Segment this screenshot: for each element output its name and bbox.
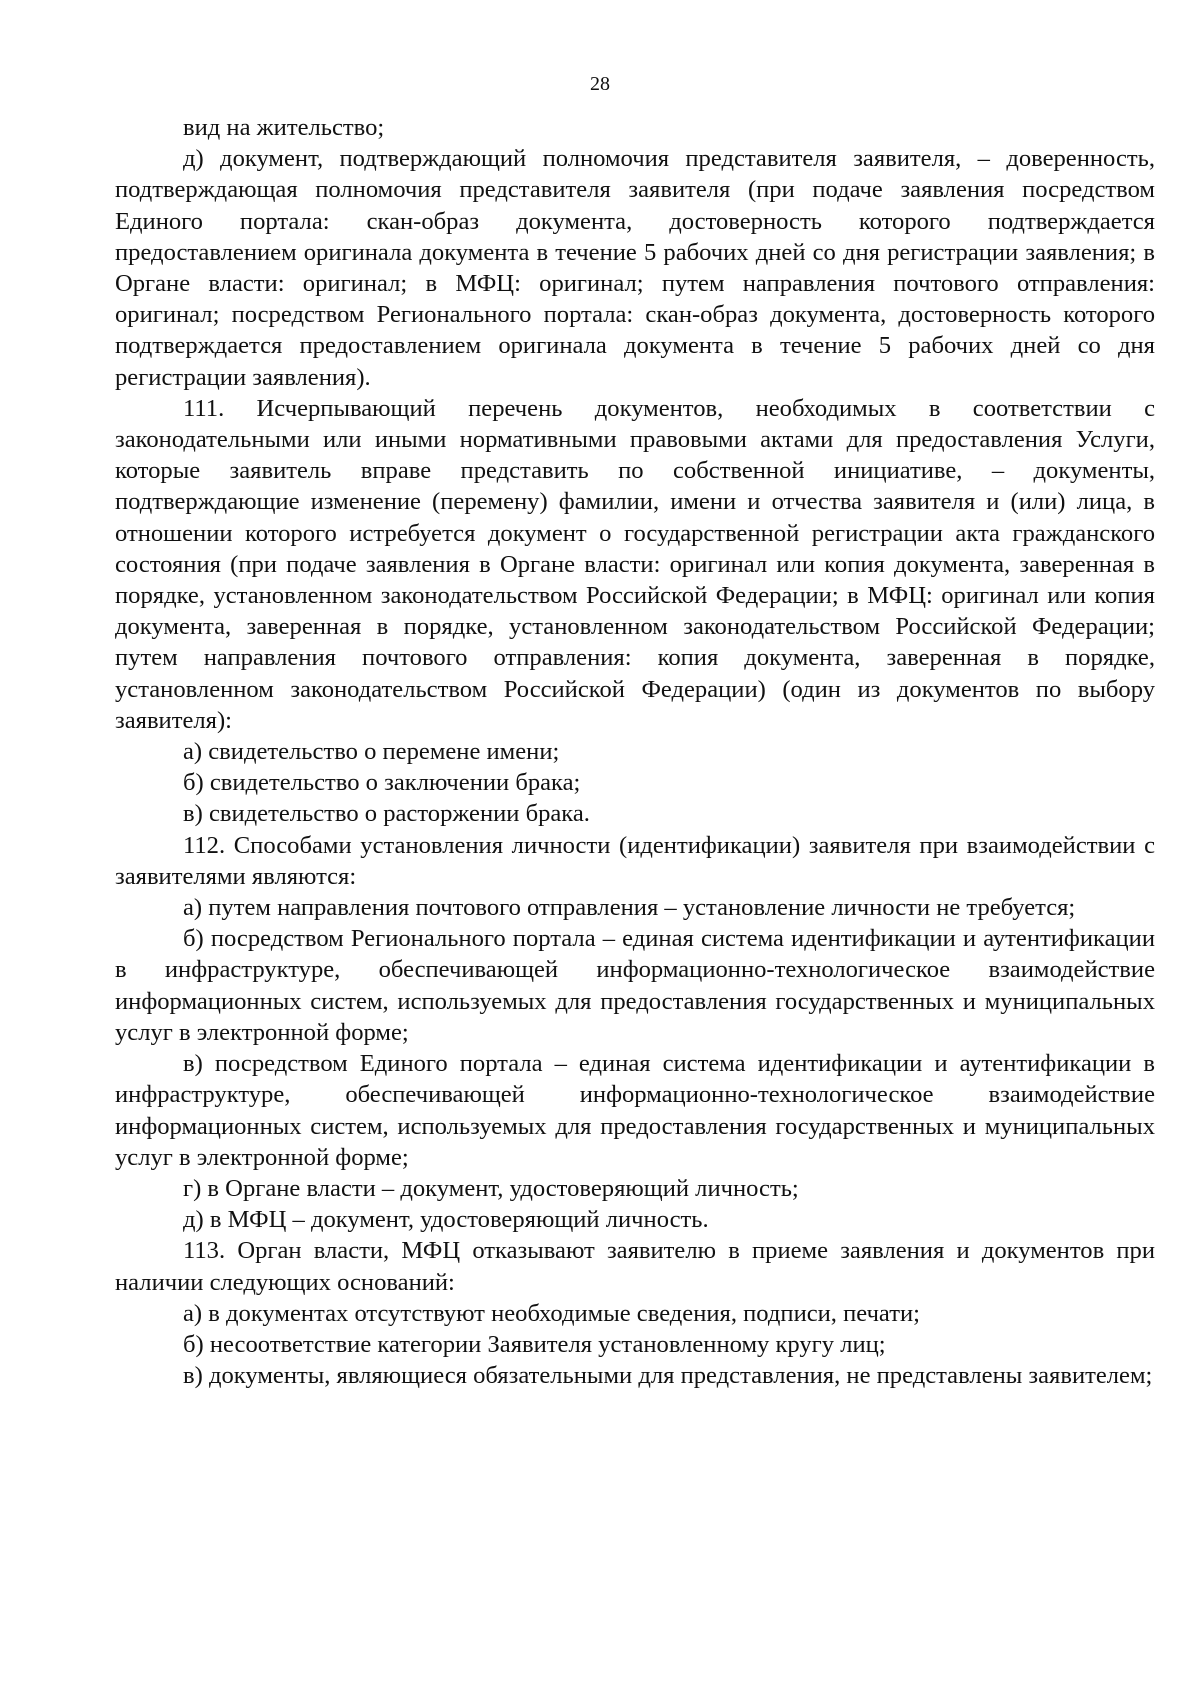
list-item-authority-office: г) в Органе власти – документ, удостоверяющий личность;	[183, 1174, 799, 1202]
paragraph-113-refusal: 113. Орган власти, МФЦ отказывают заявителю в приеме заявления и документов при наличии следующих оснований:	[115, 1237, 1155, 1296]
list-item-missing-documents: в) документы, являющиеся обязательными для представления, не представлены заявителем;	[183, 1362, 1153, 1390]
paragraph-representative-authority: д) документ, подтверждающий полномочия представителя заявителя, – доверенность, подтверждающая полномочия представителя заявителя (при подаче заявления посредством Единого портала: скан-образ документа, достоверность которого подтверждается предоставлением оригинала документа в течение 5 рабочих дней со дня регистрации заявления; в Органе власти: оригинал; в МФЦ: оригинал; путем направления почтового отправления: оригинал; посредством Регионального портала: скан-образ документа, достоверность которого подтверждается предоставлением оригинала документа в течение 5 рабочих дней со дня регистрации заявления).	[115, 145, 1155, 391]
list-item-divorce: в) свидетельство о расторжении брака.	[183, 800, 590, 828]
list-item-mfc: д) в МФЦ – документ, удостоверяющий личность.	[183, 1206, 709, 1234]
page-number: 28	[590, 73, 610, 95]
document-body	[115, 112, 1155, 1391]
list-item-unified-portal: в) посредством Единого портала – единая система идентификации и аутентификации в инфраструктуре, обеспечивающей информационно-технологическое взаимодействие информационных систем, используемых для предоставления государственных и муниципальных услуг в электронной форме;	[115, 1050, 1155, 1171]
paragraph-112-identification: 112. Способами установления личности (идентификации) заявителя при взаимодействии с заявителями являются:	[115, 831, 1155, 890]
list-item-category-mismatch: б) несоответствие категории Заявителя установленному кругу лиц;	[183, 1330, 886, 1358]
list-item-regional-portal: б) посредством Регионального портала – единая система идентификации и аутентификации в инфраструктуре, обеспечивающей информационно-технологическое взаимодействие информационных систем, используемых для предоставления государственных и муниципальных услуг в электронной форме;	[115, 925, 1155, 1046]
list-item-name-change: а) свидетельство о перемене имени;	[183, 738, 560, 766]
paragraph-111-documents-list: 111. Исчерпывающий перечень документов, необходимых в соответствии с законодательными или иными нормативными правовыми актами для предоставления Услуги, которые заявитель вправе представить по собственной инициативе, – документы, подтверждающие изменение (перемену) фамилии, имени и отчества заявителя и (или) лица, в отношении которого истребуется документ о государственной регистрации акта гражданского состояния (при подаче заявления в Органе власти: оригинал или копия документа, заверенная в порядке, установленном законодательством Российской Федерации; в МФЦ: оригинал или копия документа, заверенная в порядке, установленном законодательством Российской Федерации; путем направления почтового отправления: копия документа, заверенная в порядке, установленном законодательством Российской Федерации) (один из документов по выбору заявителя):	[115, 394, 1155, 734]
list-item-marriage: б) свидетельство о заключении брака;	[183, 769, 581, 797]
list-item-postal: а) путем направления почтового отправления – установление личности не требуется;	[183, 894, 1076, 922]
list-item-missing-details: а) в документах отсутствуют необходимые сведения, подписи, печати;	[183, 1299, 920, 1327]
paragraph-residence-permit: вид на жительство;	[183, 114, 385, 141]
